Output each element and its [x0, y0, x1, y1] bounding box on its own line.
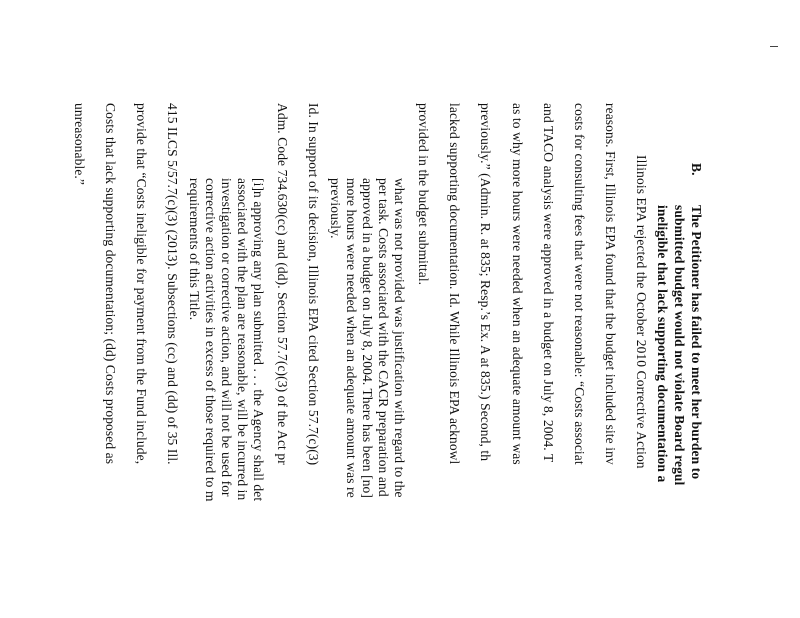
body-line: unreasonable.”: [72, 103, 87, 185]
quote-line: approved in a budget on July 8, 2004. There has been [no]: [360, 178, 375, 498]
quote-line: what was not provided was justification with regard to the: [392, 178, 407, 498]
quote-line: investigation or corrective action, and will not be used for: [219, 178, 234, 497]
section-heading-line-2: submitted budget would not violate Board regul: [672, 205, 687, 486]
quote-line: requirements of this Title.: [187, 178, 202, 321]
quote-line: previously.: [328, 178, 343, 239]
body-line: Id. In support of its decision, Illinois EPA cited Section 57.7(c)(3): [306, 103, 321, 466]
quote-line: [i]n approving any plan submitted . . . the Agency shall det: [251, 178, 266, 502]
quote-line: more hours were needed when an adequate amount was re: [344, 178, 359, 498]
quote-line: per task. Costs associated with the CACR preparation and: [376, 178, 391, 497]
quote-line: associated with the plan are reasonable, will be incurred in: [235, 178, 250, 501]
body-line: reasons. First, Illinois EPA found that the budget included site inv: [603, 103, 618, 465]
body-line: Illinois EPA rejected the October 2010 Corrective Action: [634, 155, 649, 469]
body-line: and TACO analysis were approved in a budget on July 8, 2004. T: [541, 103, 556, 463]
body-line: Adm. Code 734.630(cc) and (dd). Section 57.7(c)(3) of the Act pr: [275, 103, 290, 465]
body-line: 415 ILCS 5/57.7(c)(3) (2013). Subsections (cc) and (dd) of 35 Ill.: [165, 103, 180, 465]
body-line: lacked supporting documentation. Id. While Illinois EPA acknowl: [447, 103, 462, 465]
body-line: provided in the budget submittal.: [416, 103, 431, 286]
section-heading-line-1: The Petitioner has failed to meet her burden to: [689, 205, 704, 480]
body-line: as to why more hours were needed when an adequate amount was: [510, 103, 525, 465]
quote-line: corrective action activities in excess of those required to m: [203, 178, 218, 502]
section-letter: B.: [689, 163, 704, 176]
body-line: costs for consulting fees that were not reasonable: “Costs associat: [572, 103, 587, 465]
body-line: previously.” (Admin. R. at 835; Resp.’s Ex. A at 835.) Second, th: [478, 103, 493, 462]
section-heading-line-3: ineligible that lack supporting documentation a: [655, 205, 670, 483]
scan-mark: [770, 46, 778, 47]
body-line: provide that “Costs ineligible for payment from the Fund include,: [134, 103, 149, 465]
body-line: Costs that lack supporting documentation; (dd) Costs proposed as: [103, 103, 118, 465]
